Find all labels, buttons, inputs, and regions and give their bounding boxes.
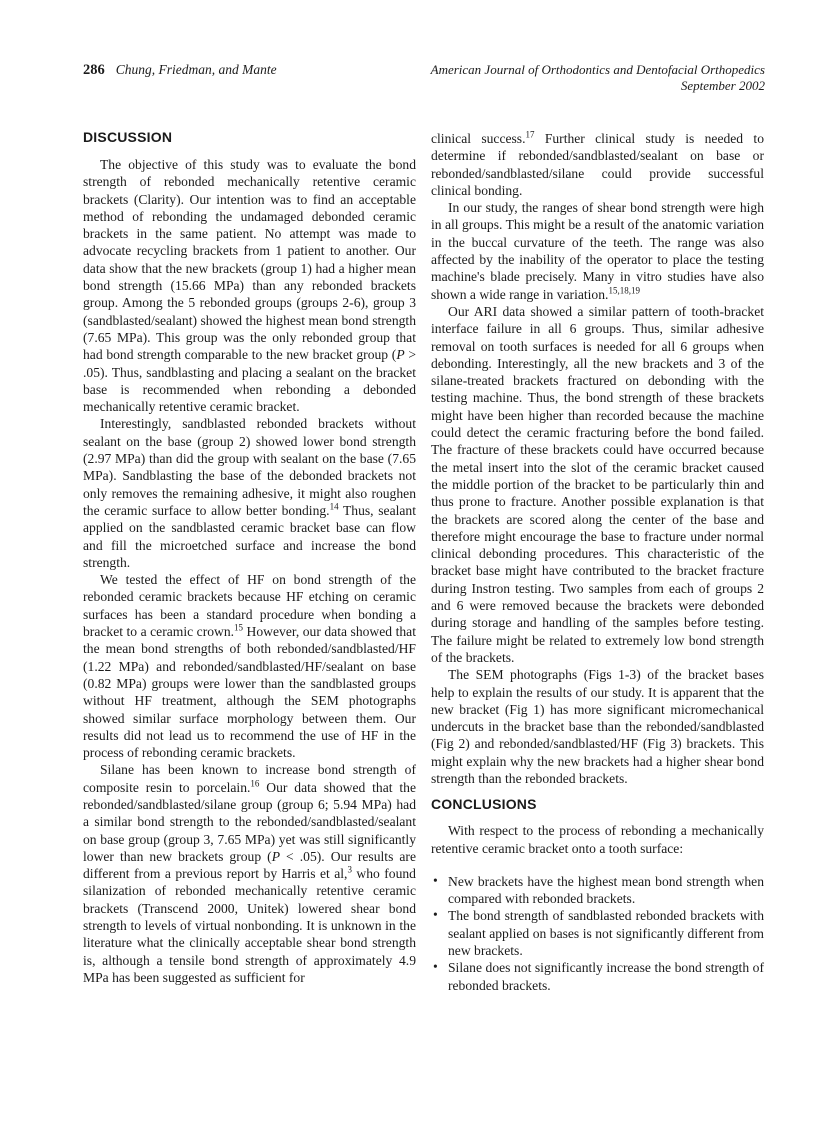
journal-name: American Journal of Orthodontics and Dentofacial Orthopedics [430,62,765,77]
bullet-text: Silane does not significantly increase the bond strength of rebonded brackets. [448,960,764,993]
running-head-right [431,62,765,94]
issue-date: September 2002 [680,78,765,93]
discussion-heading: DISCUSSION [83,129,173,145]
paragraph: Silane has been known to increase bond strength of composite resin to porcelain.$^{16}$ Our data showed that the rebonded/sandblasted/silane group (group 6; 5.94 MPa) had a similar bond strength to the rebonded/sandblasted/sealant on base group (group 3, 7.65 MPa) yet was still significantly lower than new brackets group (P < .05). Our results are different from a previous report by Harris et al,$^3$ who found silanization of rebonded mechanically retentive ceramic brackets (Transcend 2000, Unitek) lowered shear bond strength to levels of virtual nonbonding. It is unknown in the literature what the clinically acceptable shear bond strength is, although a tensile bond strength of approximately 4.9 MPa has been suggested as sufficient for [83,762,417,985]
conclusion-bullet [431,873,764,908]
two-column-body [83,130,765,994]
conclusion-bullet [431,907,764,959]
running-head-left [83,62,277,79]
running-head-authors: Chung, Friedman, and Mante [115,62,277,77]
paragraph: clinical success.$^{17}$ Further clinical study is needed to determine if rebonded/sandblasted/sealant on base or rebonded/sandblasted/silane could provide successful clinical bonding. [431,129,764,198]
bullet-text: New brackets have the highest mean bond strength when compared with rebonded brackets. [448,873,764,907]
bullet-icon: • [433,907,438,923]
paragraph: Interestingly, sandblasted rebonded brackets without sealant on the base (group 2) showed lower bond strength (2.97 MPa) than did the group with sealant on the base (7.65 MPa). Sandblasting the base of the debonded brackets not only removes the remaining adhesive, it might also roughen the ceramic surface to allow better bonding.$^{14}$ Thus, sealant applied on the sandblasted ceramic bracket base can flow and fill the microetched surface and increase the bond strength. [83,416,416,570]
left-column [83,130,416,994]
conclusions-list [431,873,764,994]
paragraph: The SEM photographs (Figs 1-3) of the bracket bases help to explain the results of our study. It is apparent that the new bracket (Fig 1) has more significant micromechanical undercuts in the bracket base than the rebonded/sandblasted (Fig 2) and rebonded/sandblasted/HF (Fig 3) brackets. This might explain why the new brackets had a higher shear bond strength than the rebonded brackets. [431,667,764,786]
paragraph: The objective of this study was to evaluate the bond strength of rebonded mechanically retentive ceramic brackets (Clarity). Our intention was to find an acceptable method of rebonding the undamaged debonded ceramic brackets in the same patient. No attempt was made to advocate recycling brackets from 1 patient to another. Our data show that the new brackets (group 1) had a higher mean bond strength (15.66 MPa) than any rebonded brackets group. Among the 5 rebonded groups (groups 2-6), group 3 (sandblasted/sealant) showed the highest mean bond strength (7.65 MPa). This group was the only rebonded group that had bond strength comparable to the new bracket group (P > .05). Thus, sandblasting and placing a sealant on the bracket base is recommended when rebonding a debonded mechanically retentive ceramic bracket. [83,157,416,415]
bullet-icon: • [433,872,438,888]
page-header [83,62,765,94]
conclusion-bullet [431,959,764,994]
bullet-icon: • [433,959,438,975]
paragraph: Our ARI data showed a similar pattern of tooth-bracket interface failure in all 6 groups. Thus, similar adhesive removal on tooth surfaces is needed for all 6 groups when debonding. Interestingly, all the new brackets and 3 of the silane-treated brackets fractured on debonding with the testing machine. Thus, the bond strength of these brackets might have been higher than recorded because the machine could detect the ceramic fracturing before the bond failed. The fracture of these brackets could have occurred because the metal insert into the slot of the ceramic bracket caused the middle portion of the bracket to be particularly thin and thus prone to fracture. Another possible explanation is that the brackets are scored along the center of the base and therefore might encourage the base to fracture under normal clinical debonding procedures. This characteristic of the bracket base might have contributed to the bracket fracture during Instron testing. Two samples from each of groups 2 and 6 were removed because the brackets were debonded during storage and handling of the samples before testing. The failure might be related to extremely low bond strength of the brackets. [431,303,764,665]
page-number: 286 [83,62,105,78]
right-column [431,130,764,994]
conclusions-heading: CONCLUSIONS [431,796,537,813]
paragraph: In our study, the ranges of shear bond strength were high in all groups. This might be a result of the anatomic variation in the buccal curvature of the teeth. The range was also affected by the inability of the operator to place the testing machine's blade precisely. Many in vitro studies have also shown a wide range in variation.$^{15,18,19}$ [431,200,764,302]
paragraph: With respect to the process of rebonding a mechanically retentive ceramic bracket onto a tooth surface: [431,823,764,856]
paragraph: We tested the effect of HF on bond strength of the rebonded ceramic brackets because HF etching on ceramic surfaces has been a standard procedure when bonding a bracket to a ceramic crown.$^{15}$ However, our data showed that the mean bond strengths of both rebonded/sandblasted/HF (1.22 MPa) and rebonded/sandblasted/HF/sealant on base (0.82 MPa) groups were lower than the sandblasted groups without HF treatment, although the SEM photographs showed similar surface morphology between them. Our results did not lead us to recommend the use of HF in the process of rebonding ceramic brackets. [83,572,416,761]
bullet-text: The bond strength of sandblasted rebonded brackets with sealant applied on bases is not significantly different from new brackets. [448,908,764,959]
